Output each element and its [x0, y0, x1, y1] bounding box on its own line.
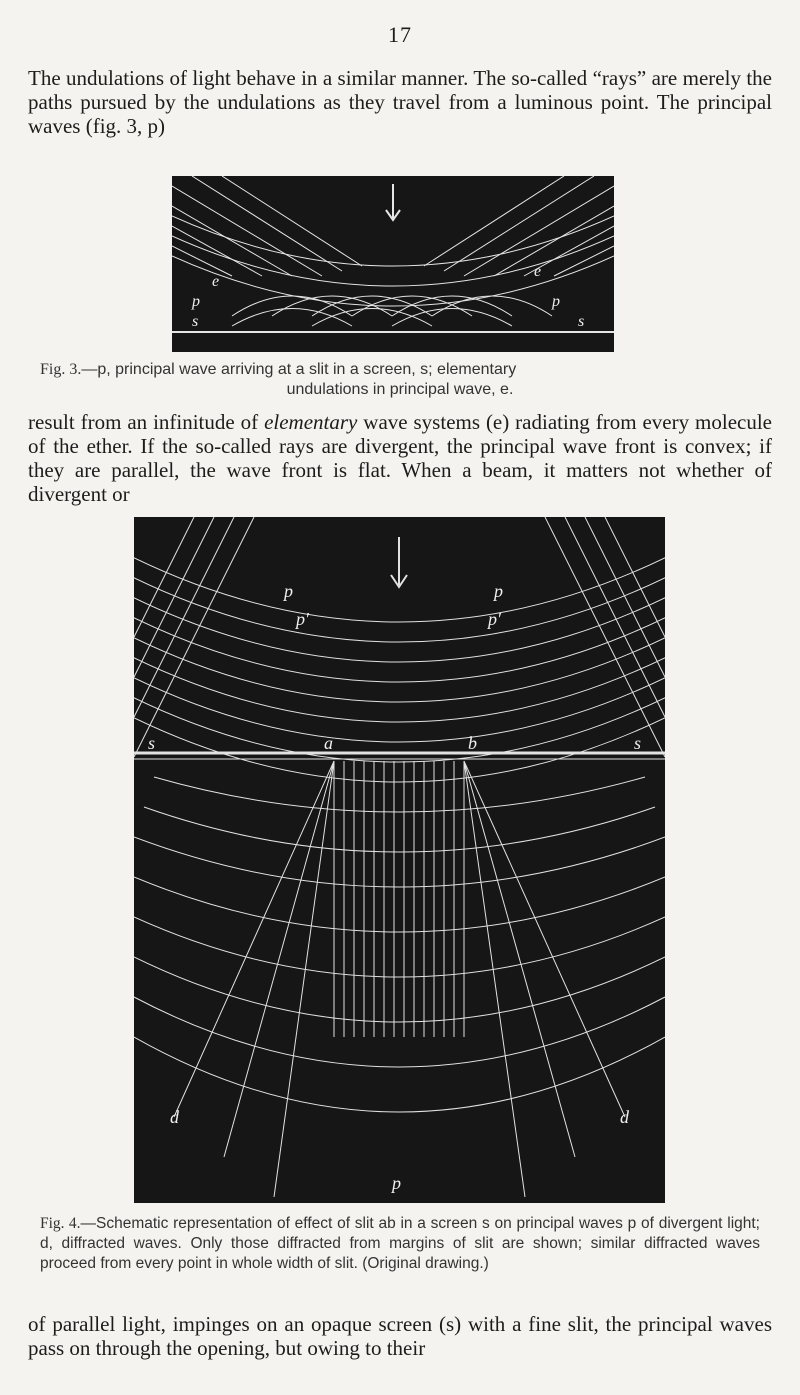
fig4-label-d-right: d	[620, 1107, 629, 1127]
paragraph-1: The undulations of light behave in a similar manner. The so-called “rays” are merely the paths pursued by the undulations as they travel from a luminous point. The principal waves (fig. 3, p)	[28, 66, 772, 138]
fig4-label-d-left: d	[170, 1107, 179, 1127]
fig4-label-p-top-left: p	[284, 581, 293, 601]
fig4-label-p-prime-right: p′	[488, 609, 501, 629]
fig4-label-a: a	[324, 733, 333, 753]
figure-3-caption-text: —p, principal wave arriving at a slit in a screen, s; elementary	[81, 361, 517, 378]
fig4-label-p-bottom: p	[392, 1173, 401, 1193]
fig3-label-s-right: s	[578, 313, 585, 330]
figure-4-drawing	[134, 517, 665, 1203]
figure-3-caption-text-2: undulations in principal wave, e.	[286, 381, 514, 398]
fig4-label-p-top-right: p	[494, 581, 503, 601]
paragraph-2	[28, 410, 772, 506]
figure-3	[172, 176, 614, 352]
paragraph-2-emphasis: elementary	[264, 410, 358, 434]
figure-4-caption-label: Fig. 4.	[40, 1215, 81, 1232]
figure-4-caption-text: —Schematic representation of effect of slit ab in a screen s on principal waves p of divergent light; d, diffracted waves. Only those diffracted from margins of slit are shown; similar diffracted waves proceed from every point in whole width of slit. (Original drawing.)	[40, 1215, 760, 1272]
figure-4	[134, 517, 665, 1203]
fig3-label-p-left: p	[192, 293, 200, 310]
page-number: 17	[388, 22, 412, 47]
paragraph-2-part-1: result from an infinitude of	[28, 410, 265, 434]
fig4-label-s-right: s	[634, 733, 642, 753]
fig4-label-s-left: s	[148, 733, 156, 753]
fig3-label-p-right: p	[552, 293, 560, 310]
fig4-label-b: b	[468, 733, 477, 753]
fig3-label-e-right: e	[534, 263, 542, 280]
figure-3-drawing	[172, 176, 614, 352]
fig3-label-e-left: e	[212, 273, 220, 290]
paragraph-2-part-2: wave systems (e) radiating from every molecule of the ether. If the so-called rays are divergent, the principal wave front is convex; if they are parallel, the wave front is flat. When a beam, it matters not whether of divergent or	[28, 410, 772, 506]
paragraph-3: of parallel light, impinges on an opaque screen (s) with a fine slit, the principal waves pass on through the opening, but owing to their	[28, 1312, 772, 1360]
fig3-label-s-left: s	[192, 313, 199, 330]
figure-3-caption	[40, 360, 760, 400]
figure-3-caption-label: Fig. 3.	[40, 361, 82, 378]
figure-4-caption	[40, 1214, 760, 1274]
fig4-label-p-prime-left: p′	[296, 609, 309, 629]
